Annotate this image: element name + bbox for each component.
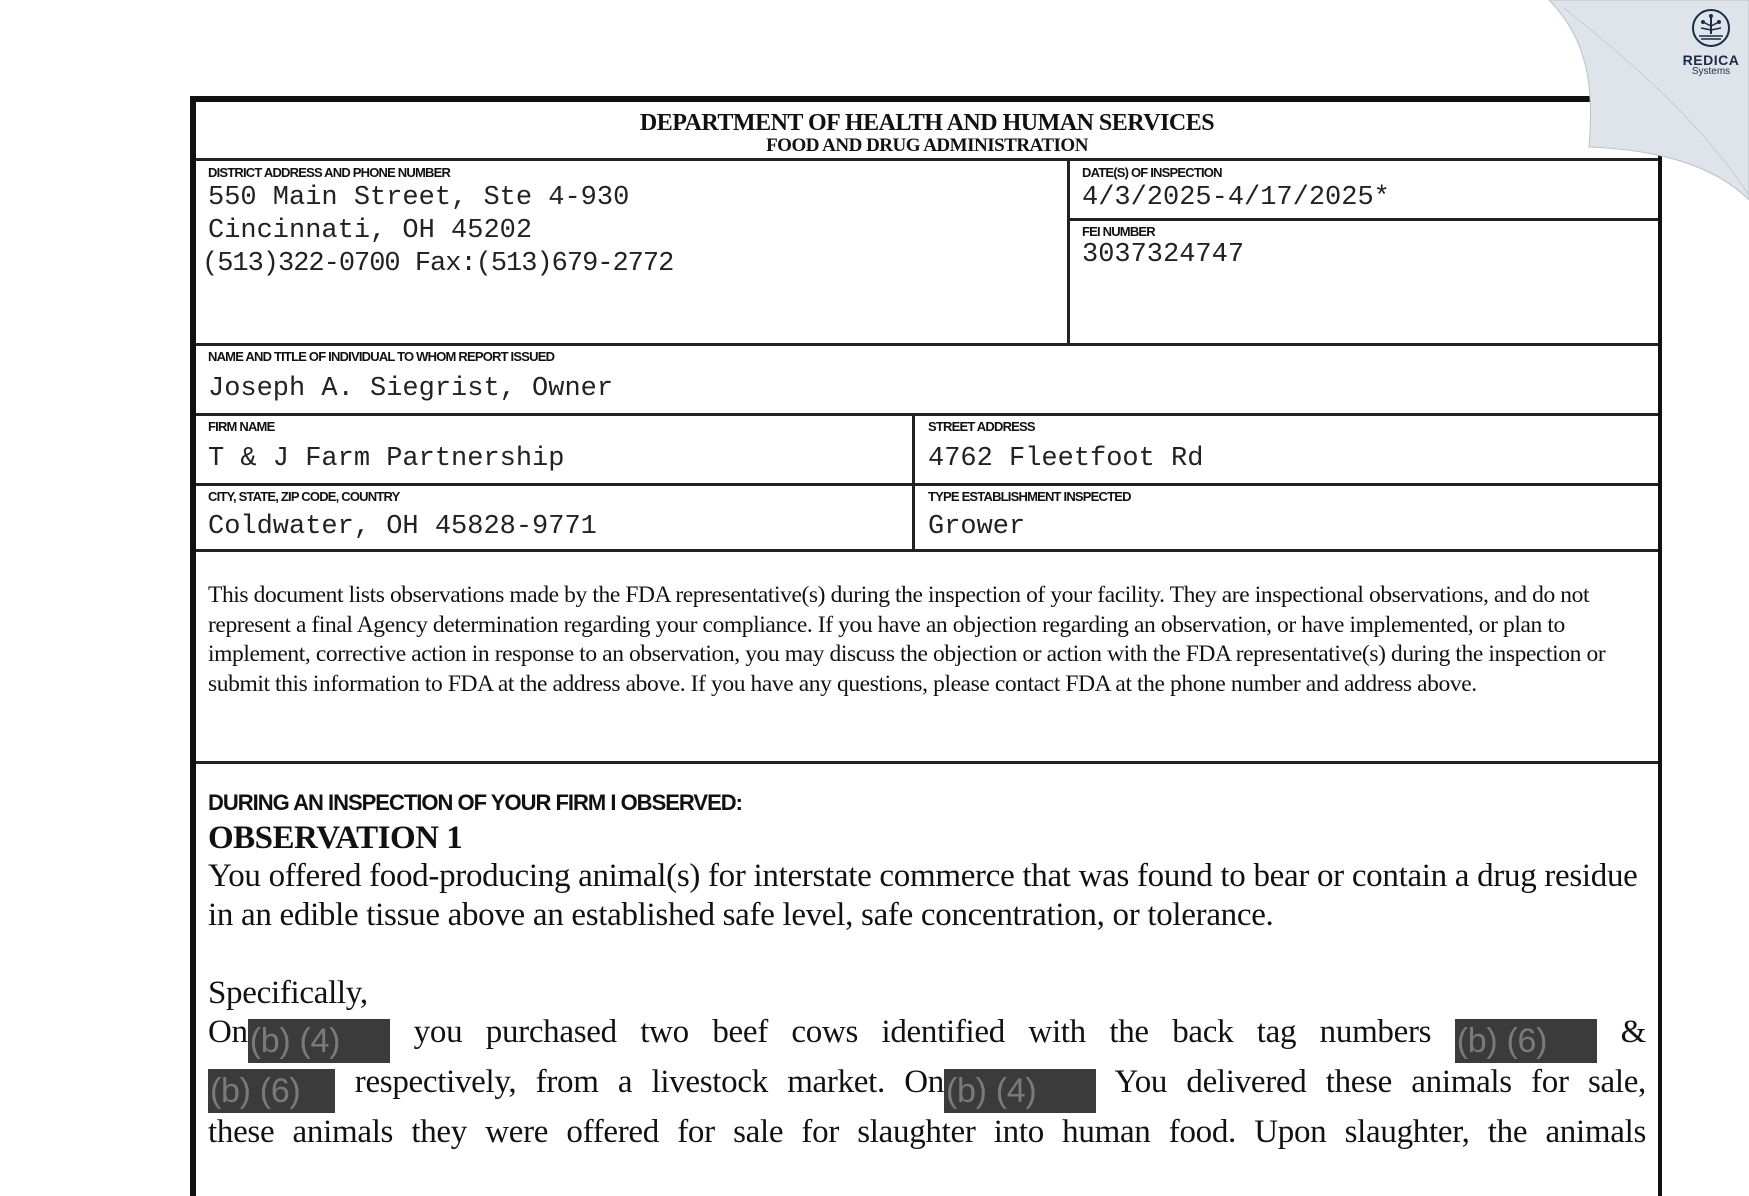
city-row	[196, 486, 1658, 552]
column-divider	[912, 486, 915, 549]
department-title: DEPARTMENT OF HEALTH AND HUMAN SERVICES	[639, 110, 1215, 136]
establishment-label: TYPE ESTABLISHMENT INSPECTED	[928, 489, 1131, 504]
observed-heading: DURING AN INSPECTION OF YOUR FIRM I OBSERVED:	[208, 790, 742, 815]
firm-value: T & J Farm Partnership	[208, 444, 565, 474]
redaction-b4: (b) (4)	[248, 1019, 390, 1063]
text-segment: On	[208, 1014, 248, 1050]
individual-label: NAME AND TITLE OF INDIVIDUAL TO WHOM REPORT ISSUED	[208, 349, 555, 364]
observation-detail-line1	[208, 1013, 1646, 1063]
observation-summary: You offered food-producing animal(s) for interstate commerce that was found to bear or contain a drug residue in an edible tissue above an established safe level, safe concentration, or tolerance.	[208, 858, 1638, 933]
specifically-label: Specifically,	[208, 975, 368, 1011]
observation-title: OBSERVATION 1	[208, 820, 463, 856]
establishment-value: Grower	[928, 512, 1026, 542]
individual-value: Joseph A. Siegrist, Owner	[208, 374, 614, 404]
street-label: STREET ADDRESS	[928, 419, 1035, 434]
redaction-b6: (b) (6)	[1455, 1019, 1597, 1063]
text-segment: you purchased two beef cows identified with the back tag numbers	[413, 1014, 1432, 1050]
district-line2: Cincinnati, OH 45202	[208, 216, 533, 246]
city-value: Coldwater, OH 45828-9771	[208, 512, 597, 542]
fei-label: FEI NUMBER	[1082, 224, 1155, 239]
logo-brand: REDICA	[1682, 52, 1740, 68]
district-row	[196, 161, 1658, 346]
observation-section	[208, 790, 1646, 1152]
logo-sub: Systems	[1691, 66, 1731, 77]
text-segment: respectively, from a livestock market. On	[354, 1064, 944, 1100]
district-phone: (513)322-0700 Fax:(513)679-2772	[202, 249, 674, 279]
redaction-b6: (b) (6)	[208, 1069, 335, 1113]
dates-value: 4/3/2025-4/17/2025*	[1082, 183, 1390, 213]
form-header	[196, 102, 1658, 161]
agency-title: FOOD AND DRUG ADMINISTRATION	[766, 135, 1088, 156]
district-label: DISTRICT ADDRESS AND PHONE NUMBER	[208, 165, 451, 180]
district-line1: 550 Main Street, Ste 4-930	[208, 183, 630, 213]
column-divider	[912, 416, 915, 483]
disclaimer-text: This document lists observations made by the FDA representative(s) during the inspection of your facility. They are inspectional observations, and do not represent a final Agency determination regarding your compliance. If you have an objection regarding an observation, or have implemented, or plan to implement, corrective action in response to an observation, you may discuss the objection or action with the FDA representative(s) during the inspection or submit this information to FDA at the address above. If you have any questions, please contact FDA at the phone number and address above.	[208, 582, 1606, 697]
dates-label: DATE(S) OF INSPECTION	[1082, 165, 1222, 180]
firm-label: FIRM NAME	[208, 419, 275, 434]
firm-row	[196, 416, 1658, 486]
text-segment: You delivered these animals for sale,	[1114, 1064, 1646, 1100]
redica-logo	[1676, 8, 1746, 77]
street-value: 4762 Fleetfoot Rd	[928, 444, 1204, 474]
text-segment: &	[1620, 1014, 1646, 1050]
city-label: CITY, STATE, ZIP CODE, COUNTRY	[208, 489, 400, 504]
observation-detail-line2	[208, 1063, 1646, 1113]
fda-483-form	[190, 96, 1662, 1196]
redaction-b4: (b) (4)	[944, 1069, 1096, 1113]
observation-detail-line3: these animals they were offered for sale for slaughter into human food. Upon slaughter, the animals	[208, 1114, 1646, 1150]
fei-value: 3037324747	[1082, 240, 1245, 270]
individual-row	[196, 346, 1658, 416]
tree-logo-icon	[1691, 8, 1731, 48]
